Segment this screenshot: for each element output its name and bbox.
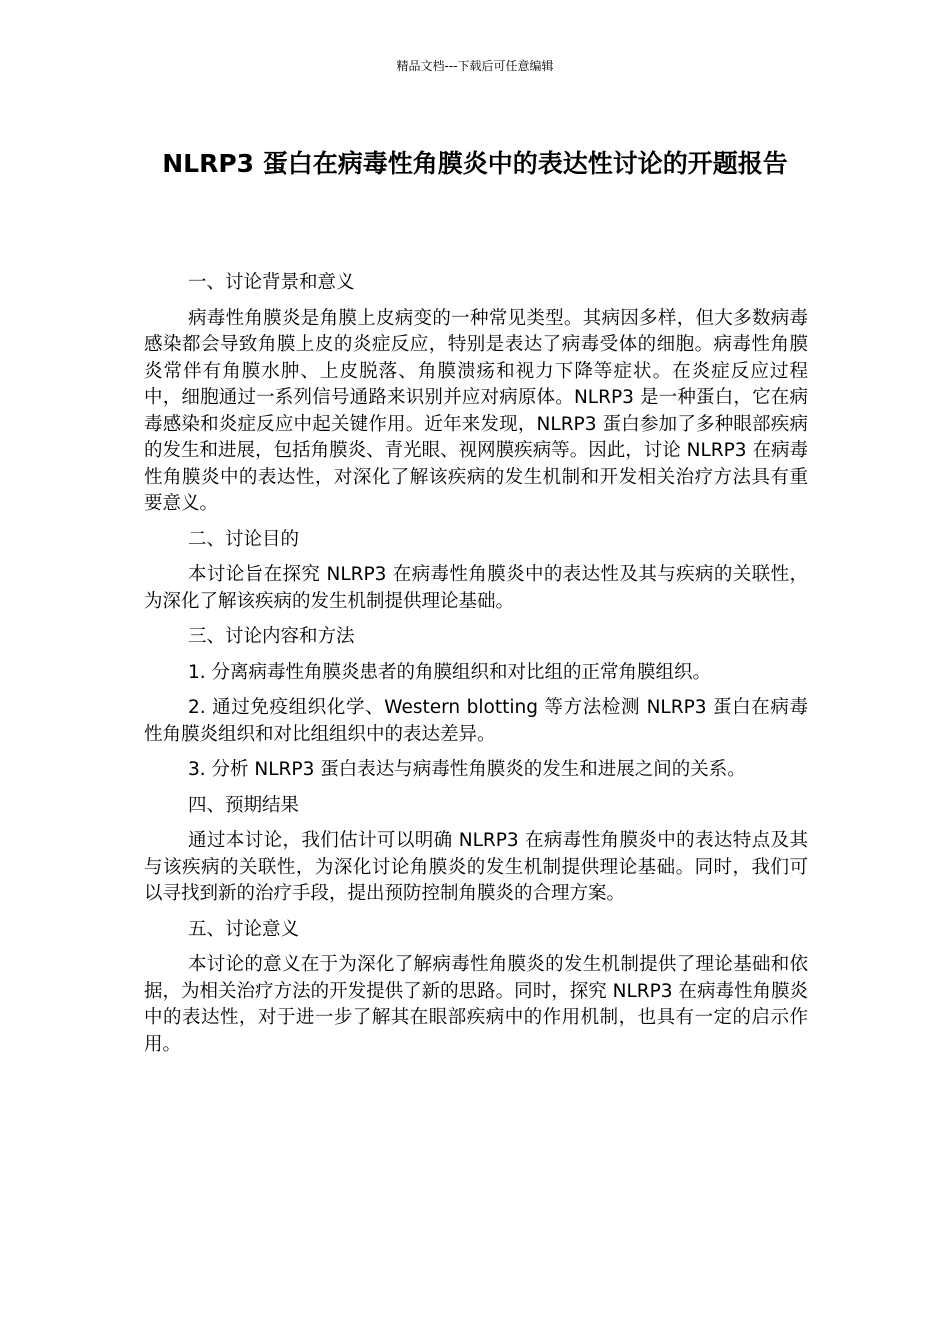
section-expected-results bbox=[144, 793, 808, 908]
body-paragraph: 本讨论的意义在于为深化了解病毒性角膜炎的发生机制提供了理论基础和依据，为相关治疗方法的开发提供了新的思路。同时，探究 NLRP3 在病毒性角膜炎中的表达性，对于进一步了解其在眼部疾病中的作用机制，也具有一定的启示作用。 bbox=[144, 954, 808, 1055]
section-heading: 一、讨论背景和意义 bbox=[188, 272, 355, 293]
section-heading: 三、讨论内容和方法 bbox=[188, 626, 355, 647]
page-header: 精品文档---下载后可任意编辑 bbox=[396, 59, 554, 73]
method-item: 3. 分析 NLRP3 蛋白表达与病毒性角膜炎的发生和进展之间的关系。 bbox=[188, 759, 746, 780]
section-heading: 二、讨论目的 bbox=[188, 528, 300, 550]
method-item: 1. 分离病毒性角膜炎患者的角膜组织和对比组的正常角膜组织。 bbox=[188, 661, 712, 683]
document-title: NLRP3 蛋白在病毒性角膜炎中的表达性讨论的开题报告 bbox=[162, 149, 788, 178]
section-purpose bbox=[144, 527, 808, 616]
section-significance bbox=[144, 917, 808, 1059]
body-paragraph: 通过本讨论，我们估计可以明确 NLRP3 在病毒性角膜炎中的表达特点及其与该疾病的关联性，为深化讨论角膜炎的发生机制提供理论基础。同时，我们可以寻找到新的治疗手段，提出预防控制角膜炎的合理方案。 bbox=[144, 830, 808, 904]
section-heading: 四、预期结果 bbox=[188, 794, 300, 816]
method-item: 2. 通过免疫组织化学、Western blotting 等方法检测 NLRP3 蛋白在病毒性角膜炎组织和对比组组织中的表达差异。 bbox=[144, 697, 808, 745]
body-paragraph: 病毒性角膜炎是角膜上皮病变的一种常见类型。其病因多样，但大多数病毒感染都会导致角膜上皮的炎症反应，特别是表达了病毒受体的细胞。病毒性角膜炎常伴有角膜水肿、上皮脱落、角膜溃疡和视力下降等症状。在炎症反应过程中，细胞通过一系列信号通路来识别并应对病原体。NLRP3 是一种蛋白，它在病毒感染和炎症反应中起关键作用。近年来发现，NLRP3 蛋白参加了多种眼部疾病的发生和进展，包括角膜炎、青光眼、视网膜疾病等。因此，讨论 NLRP3 在病毒性角膜炎中的表达性，对深化了解该疾病的发生机制和开发相关治疗方法具有重要意义。 bbox=[144, 307, 808, 514]
section-methods bbox=[144, 624, 808, 784]
body-paragraph: 本讨论旨在探究 NLRP3 在病毒性角膜炎中的表达性及其与疾病的关联性，为深化了解该疾病的发生机制提供理论基础。 bbox=[144, 564, 808, 612]
section-heading: 五、讨论意义 bbox=[188, 918, 300, 940]
document-body bbox=[144, 270, 808, 1067]
section-background bbox=[144, 270, 808, 518]
